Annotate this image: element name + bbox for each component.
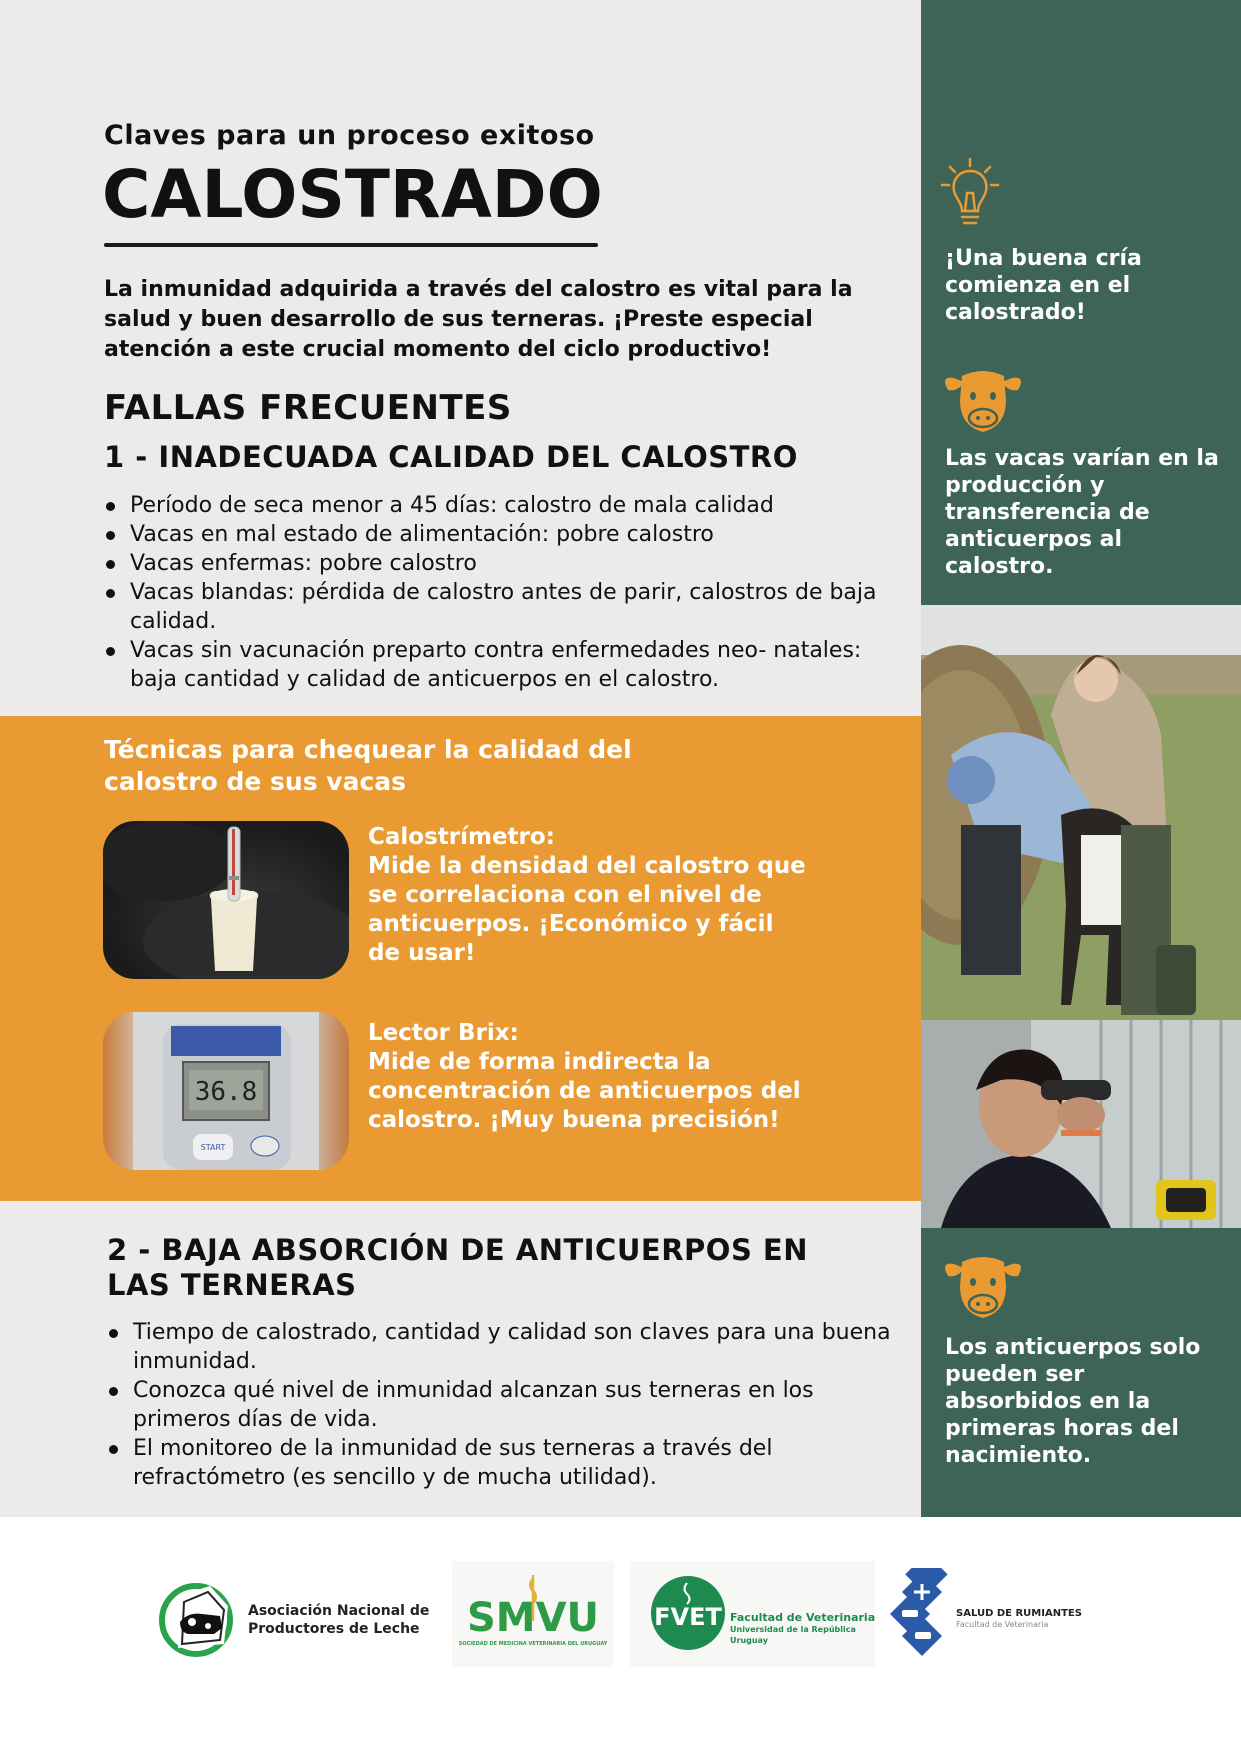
list-item: Conozca qué nivel de inmunidad alcanzan sus terneras en los primeros días de vida. [107, 1376, 897, 1434]
smvu-acronym: SMVU [466, 1595, 600, 1641]
brix-display-reading: 36.8 [194, 1077, 258, 1107]
cow-icon [940, 1254, 1026, 1324]
brix-display-button: START [200, 1143, 226, 1152]
section-heading: FALLAS FRECUENTES [104, 388, 512, 428]
list-item: El monitoreo de la inmunidad de sus terneras a través del refractómetro (es sencillo y de mucha utilidad). [107, 1434, 897, 1492]
calostrimetro-label: Calostrímetro: [368, 824, 555, 850]
section2-list [107, 1318, 897, 1492]
fvet-line2: Universidad de la República [730, 1625, 856, 1634]
fvet-line3: Uruguay [730, 1636, 768, 1645]
calostrimetro-description [368, 823, 808, 968]
smvu-subtitle: SOCIEDAD DE MEDICINA VETERINARIA DEL URUGUAY [458, 1641, 608, 1647]
fvet-line1: Facultad de Veterinaria [730, 1611, 876, 1624]
page-subtitle: Claves para un proceso exitoso [104, 120, 595, 151]
section1-title: 1 - INADECUADA CALIDAD DEL CALOSTRO [104, 440, 798, 474]
brix-description [368, 1019, 808, 1135]
brix-label: Lector Brix: [368, 1020, 519, 1046]
cow-icon [940, 368, 1026, 438]
anpl-logo [158, 1578, 240, 1662]
salud-rumiantes-name: SALUD DE RUMIANTES [956, 1608, 1082, 1619]
list-item: Período de seca menor a 45 días: calostro de mala calidad [104, 491, 904, 520]
calf-field-photo [921, 605, 1241, 1020]
brix-reader-photo [103, 1012, 349, 1170]
page-title: CALOSTRADO [102, 156, 603, 233]
calostrimetro-text: Mide la densidad del calostro que se correlaciona con el nivel de anticuerpos. ¡Económico y fácil de usar! [368, 853, 806, 966]
list-item: Vacas blandas: pérdida de calostro antes de parir, calostros de baja calidad. [104, 578, 904, 636]
title-underline [104, 243, 598, 247]
sidebar-tip-2: Las vacas varían en la producción y transferencia de anticuerpos al calostro. [945, 446, 1219, 579]
anpl-name: Asociación Nacional de Productores de Leche [248, 1603, 430, 1637]
techniques-title: Técnicas para chequear la calidad del calostro de sus vacas [104, 735, 632, 796]
section1-list [104, 491, 904, 694]
sidebar-tip-3: Los anticuerpos solo pueden ser absorbidos en la primeras horas del nacimiento. [945, 1335, 1201, 1468]
salud-rumiantes-subtitle: Facultad de Veterinaria [956, 1620, 1049, 1629]
lightbulb-icon [940, 157, 1000, 241]
section2-title: 2 - BAJA ABSORCIÓN DE ANTICUERPOS EN LAS TERNERAS [107, 1233, 809, 1302]
sidebar-tip-1: ¡Una buena cría comienza en el calostrado! [945, 246, 1142, 325]
list-item: Vacas en mal estado de alimentación: pobre calostro [104, 520, 904, 549]
calostrimetro-photo [103, 821, 349, 979]
brix-text: Mide de forma indirecta la concentración de anticuerpos del calostro. ¡Muy buena precisión! [368, 1049, 801, 1133]
fvet-acronym: FVET [654, 1603, 722, 1631]
salud-rumiantes-logo [888, 1568, 956, 1672]
refractometer-photo [921, 1020, 1241, 1228]
intro-paragraph: La inmunidad adquirida a través del calostro es vital para la salud y buen desarrollo de sus terneras. ¡Preste especial atención a este crucial momento del ciclo productivo! [104, 277, 853, 362]
list-item: Tiempo de calostrado, cantidad y calidad son claves para una buena inmunidad. [107, 1318, 897, 1376]
list-item: Vacas enfermas: pobre calostro [104, 549, 904, 578]
smvu-logo [452, 1561, 614, 1667]
list-item: Vacas sin vacunación preparto contra enfermedades neo- natales: baja cantidad y calidad de anticuerpos en el calostro. [104, 636, 904, 694]
